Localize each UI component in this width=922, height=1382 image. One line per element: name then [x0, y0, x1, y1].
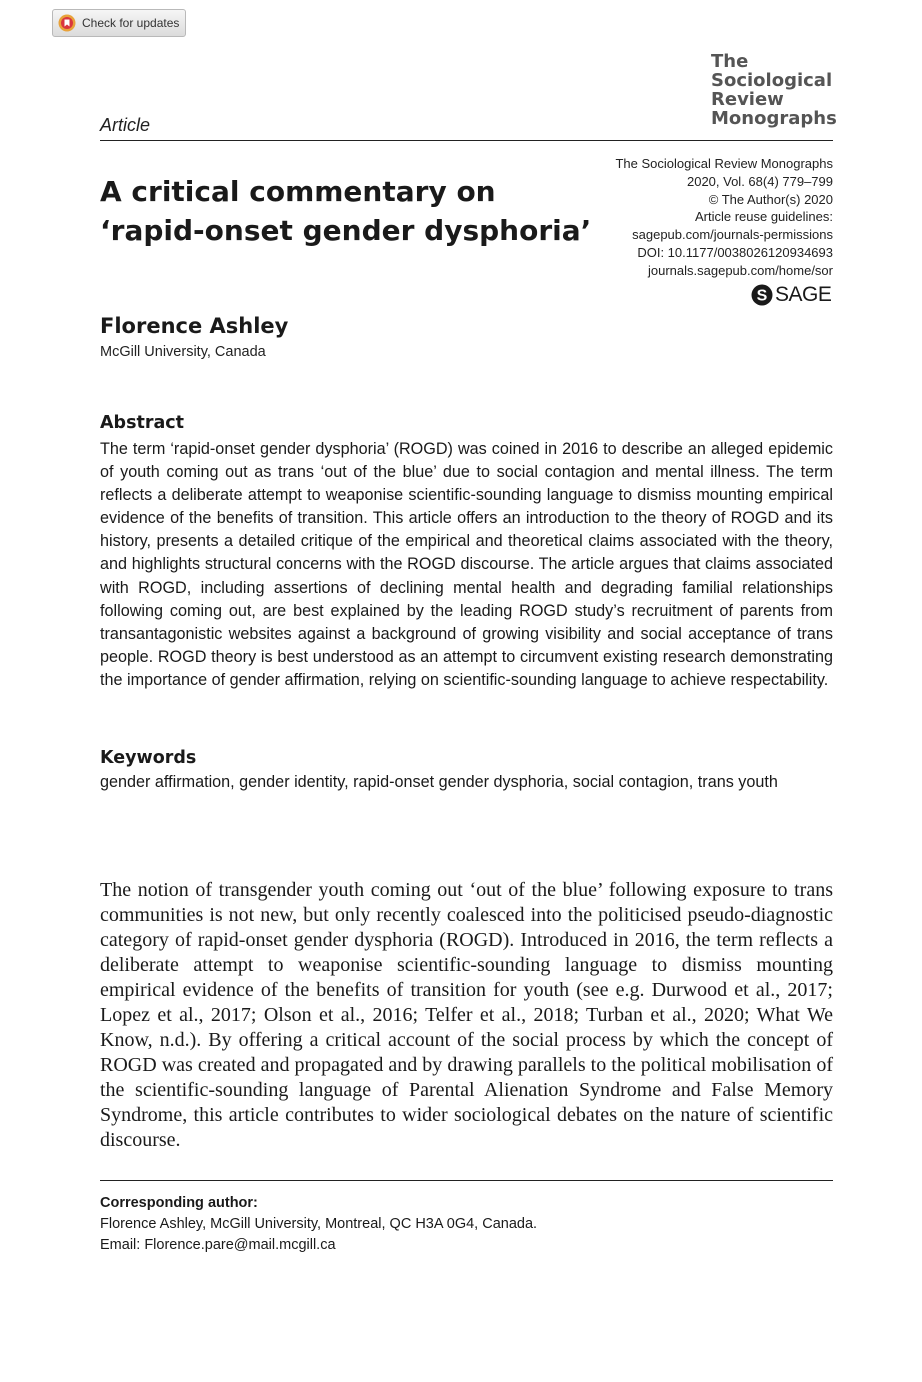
journal-logo-line: Monographs	[711, 108, 837, 129]
author-name: Florence Ashley	[100, 314, 289, 338]
sage-s-icon	[751, 284, 773, 306]
corresponding-author-heading: Corresponding author:	[100, 1195, 258, 1211]
keywords-heading: Keywords	[100, 748, 197, 768]
sage-wordmark: SAGE	[775, 283, 832, 306]
corresponding-author-address: Florence Ashley, McGill University, Montreal, QC H3A 0G4, Canada.	[100, 1216, 538, 1232]
abstract-text: The term ‘rapid-onset gender dysphoria’ (ROGD) was coined in 2016 to describe an alleged epidemic of youth coming out as trans ‘out of the blue’ due to social contagion and mental illness. The term reflects a deliberate attempt to weaponise scientific-sounding language to dismiss mounting empirical evidence of the benefits of transition. This article offers an introduction to the theory of ROGD and its history, presents a detailed critique of the empirical and theoretical claims associated with the theory, and highlights structural concerns with the ROGD discourse. The article argues that claims associated with ROGD, including assertions of declining mental health and degrading familial relationships following coming out, are best explained by the leading ROGD study’s recruitment of parents from transantagonistic websites against a background of growing visibility and social acceptance of trans people. ROGD theory is best understood as an attempt to circumvent existing research demonstrating the importance of gender affirmation, relying on scientific-sounding language to achieve respectability.	[100, 440, 833, 689]
footnote-divider	[100, 1180, 833, 1181]
reuse-guidelines-label: Article reuse guidelines:	[694, 209, 833, 225]
journal-logo-line: The	[711, 51, 749, 72]
article-title-line: ‘rapid-onset gender dysphoria’	[100, 214, 592, 247]
journal-name: The Sociological Review Monographs	[615, 156, 833, 171]
body-paragraph: The notion of transgender youth coming out ‘out of the blue’ following exposure to trans communities is not new, but only recently coalesced into the politicised pseudo-diagnostic category of rapid-onset gender dysphoria (ROGD). Introduced in 2016, the term reflects a deliberate attempt to weaponise scientific-sounding language to dismiss mounting empirical evidence of the benefits of transition for youth (see e.g. Durwood et al., 2017; Lopez et al., 2017; Olson et al., 2016; Telfer et al., 2018; Turban et al., 2020; What We Know, n.d.). By offering a critical account of the social process by which the concept of ROGD was created and propagated and by drawing parallels to the political mobilisation of the scientific-sounding language of Parental Alienation Syndrome and False Memory Syndrome, this article contributes to wider sociological debates on the nature of scientific discourse.	[100, 879, 833, 1151]
journal-logo	[711, 52, 841, 128]
svg-text:S: S	[756, 287, 768, 305]
check-for-updates-label: Check for updates	[82, 16, 180, 30]
crossmark-icon	[58, 14, 76, 32]
keywords-text: gender affirmation, gender identity, rapid-onset gender dysphoria, social contagion, trans youth	[100, 773, 778, 791]
article-type-label: Article	[100, 115, 151, 135]
corresponding-author-email[interactable]: Email: Florence.pare@mail.mcgill.ca	[100, 1237, 336, 1253]
permissions-link[interactable]: sagepub.com/journals-permissions	[632, 227, 833, 243]
journal-homepage-link[interactable]: journals.sagepub.com/home/sor	[648, 262, 833, 278]
author-affiliation: McGill University, Canada	[100, 344, 266, 360]
article-title-line: A critical commentary on	[100, 175, 496, 208]
sage-logo	[751, 283, 831, 307]
header-divider	[100, 140, 833, 141]
publication-metadata	[533, 155, 833, 280]
volume-info: 2020, Vol. 68(4) 779–799	[686, 173, 833, 189]
journal-logo-line: Review	[711, 89, 784, 110]
check-for-updates-button[interactable]	[52, 9, 186, 37]
copyright: © The Author(s) 2020	[708, 191, 833, 207]
doi-link[interactable]: DOI: 10.1177/0038026120934693	[637, 244, 833, 260]
article-title	[100, 172, 600, 250]
journal-logo-line: Sociological	[711, 70, 833, 91]
abstract-heading: Abstract	[100, 413, 185, 433]
